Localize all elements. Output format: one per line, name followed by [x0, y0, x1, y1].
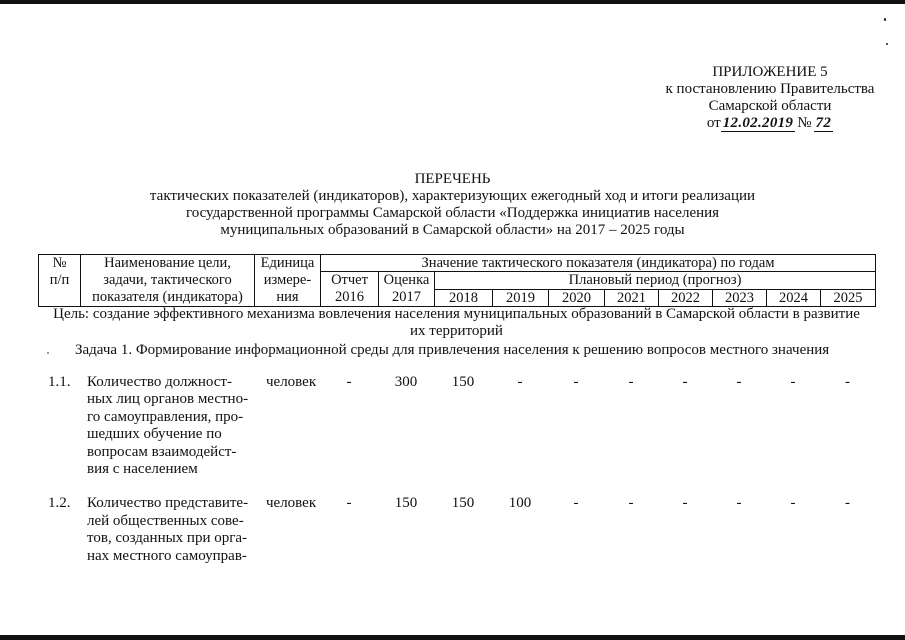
indicator-value: -: [573, 495, 579, 512]
indicator-value: -: [736, 374, 742, 390]
indicator-rows: [38, 374, 875, 582]
indicator-name-line: Количество должност-: [87, 374, 232, 390]
header-year: 2018: [435, 289, 493, 307]
indicator-number: 1.1.: [48, 374, 71, 390]
indicator-unit: человек: [266, 374, 317, 390]
header-row: [39, 255, 876, 272]
goal-line: Цель: создание эффективного механизма вовлечения населения муниципальных образований в Самарской области в развитие: [53, 306, 860, 322]
header-estimate-year: 2017: [392, 289, 421, 305]
header-name-label: показателя (индикатора): [92, 289, 243, 305]
indicator-value: -: [736, 495, 742, 512]
handwritten-date: 12.02.2019: [722, 115, 794, 131]
indicator-name-line: ных лиц органов местно-: [87, 391, 249, 408]
header-unit-label: измере-: [263, 272, 312, 288]
header-year: 2023: [713, 289, 767, 307]
scan-speck: [886, 43, 888, 45]
appendix-block: [655, 64, 885, 132]
indicator-value: 300: [394, 374, 418, 390]
header-values-title: Значение тактического показателя (индикатора) по годам: [321, 255, 876, 272]
appendix-date-line: [655, 115, 885, 132]
indicator-value: 150: [451, 374, 475, 390]
title-line: муниципальных образований в Самарской области» на 2017 – 2025 годы: [220, 222, 685, 238]
handwritten-number: 72: [815, 115, 832, 131]
indicator-row: [38, 374, 875, 495]
header-year: 2021: [605, 289, 659, 307]
header-estimate-cell: [379, 272, 435, 307]
header-unit-label: ния: [276, 289, 299, 305]
indicator-number: 1.2.: [48, 495, 71, 512]
indicator-value: -: [346, 374, 352, 390]
header-year: 2025: [821, 289, 876, 307]
indicator-name-line: го самоуправления, про-: [87, 408, 244, 425]
header-report-cell: [321, 272, 379, 307]
indicator-value: -: [845, 374, 850, 390]
header-planned-title: Плановый период (прогноз): [435, 272, 876, 290]
indicator-value: -: [790, 495, 796, 512]
header-report-year: 2016: [335, 289, 364, 305]
scan-border-bottom: [0, 635, 905, 640]
indicator-name-line: тов, созданных при орга-: [87, 530, 248, 547]
indicator-value: 150: [451, 495, 475, 512]
title-line: тактических показателей (индикаторов), характеризующих ежегодный ход и итоги реализации: [149, 188, 756, 204]
document-title: [0, 171, 905, 239]
header-name-label: Наименование цели,: [104, 255, 231, 271]
indicators-table-body: [38, 374, 875, 582]
header-number-cell: [39, 255, 81, 307]
indicator-value: -: [628, 374, 634, 390]
indicator-row: [38, 495, 875, 582]
header-number-label: п/п: [49, 272, 70, 288]
indicator-value: 100: [508, 495, 532, 512]
indicator-value: -: [628, 495, 634, 512]
goal-line: их территорий: [410, 323, 503, 339]
task-text: Задача 1. Формирование информационной среды для привлечения населения к решению вопросов местного значения: [75, 342, 830, 358]
header-number-label: №: [52, 255, 67, 271]
indicator-name-line: вопросам взаимодейст-: [87, 443, 237, 460]
appendix-line-2: Самарской области: [708, 98, 832, 114]
number-prefix: №: [797, 115, 812, 131]
indicator-value: -: [573, 374, 579, 390]
title-heading: ПЕРЕЧЕНЬ: [414, 171, 491, 187]
indicator-name-line: шедших обучение по: [87, 426, 222, 443]
header-report-label: Отчет: [331, 272, 368, 288]
header-name-cell: [81, 255, 255, 307]
goal-text: [38, 306, 875, 340]
header-year: 2024: [767, 289, 821, 307]
scan-speck: [884, 18, 886, 21]
header-unit-label: Единица: [260, 255, 315, 271]
indicator-name-line: вия с населением: [87, 461, 198, 478]
indicator-name: [80, 495, 254, 582]
indicator-value: -: [517, 374, 523, 390]
indicator-name-line: нах местного самоуправ-: [87, 547, 247, 564]
indicators-table-header: [38, 254, 876, 307]
indicator-value: -: [682, 495, 688, 512]
indicator-value: 150: [394, 495, 418, 512]
scan-border-top: [0, 0, 905, 4]
header-unit-cell: [255, 255, 321, 307]
title-line: государственной программы Самарской области «Поддержка инициатив населения: [185, 205, 720, 221]
indicator-name-line: Количество представите-: [87, 495, 249, 512]
appendix-line-1: к постановлению Правительства: [665, 81, 875, 97]
indicator-name-line: лей общественных сове-: [87, 512, 244, 529]
indicator-value: -: [682, 374, 688, 390]
indicator-value: -: [845, 495, 850, 512]
appendix-title: ПРИЛОЖЕНИЕ 5: [712, 64, 828, 80]
indicator-value: -: [790, 374, 796, 390]
header-year: 2019: [493, 289, 549, 307]
scan-speck: [47, 352, 49, 354]
indicator-unit: человек: [266, 495, 317, 512]
indicator-name: [80, 374, 254, 495]
header-estimate-label: Оценка: [383, 272, 430, 288]
date-prefix: от: [706, 115, 721, 131]
header-name-label: задачи, тактического: [103, 272, 232, 288]
header-year: 2020: [549, 289, 605, 307]
indicator-value: -: [346, 495, 352, 512]
header-year: 2022: [659, 289, 713, 307]
